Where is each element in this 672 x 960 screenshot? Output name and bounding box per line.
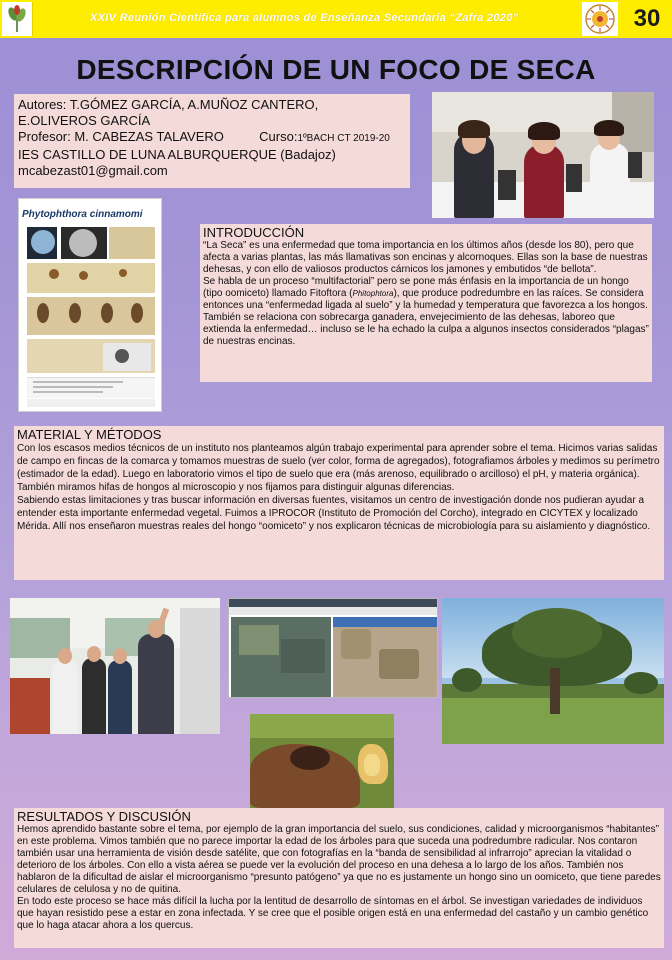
material-paragraph-3: Sabiendo estas limitaciones y tras buscar información en diversas fuentes, visitamos un centro de investigación donde nos pudieran ayudar a entender esta importante enfermedad vegetal. Fuimos a IPROCOR (Instituto de Promoción del Corcho), integrado en CICYTEX y localizado Mérida. Allí nos enseñaron muestras reales del hongo “oomiceto” y nos explicaron técnicas de microbiología para su aislamiento y diagnóstico. — [17, 495, 651, 532]
students-lab-photo — [432, 92, 654, 218]
header-bar — [0, 0, 672, 38]
poster-number: 30 — [633, 5, 661, 32]
authors-line-2: E.OLIVEROS GARCÍA — [18, 113, 151, 128]
figure-caption: Phytophthora cinnamomi — [22, 209, 143, 220]
material-paragraph-2: También miramos hifas de hongos al microscopio y nos fijamos para distinguir algunas diferencias. — [17, 482, 455, 493]
leaf-logo-icon — [2, 2, 33, 36]
school-line: IES CASTILLO DE LUNA ALBURQUERQUE (Badajoz) — [18, 147, 336, 162]
course-value: 1ºBACH CT 2019-20 — [297, 133, 390, 144]
professor-line — [18, 129, 406, 147]
results-title: RESULTADOS Y DISCUSIÓN — [17, 809, 191, 824]
email-line: mcabezast01@gmail.com — [18, 163, 168, 178]
results-paragraph-2: En todo este proceso se hace más difícil la lucha por la lentitud de desarrollo de síntomas en el árbol. Se investigan variedades de individuos que hayan resistido pese a estar en zona infectada. Y se cree que el posible origen está en una enfermedad del castaño y un cambio genético que lo haga atacar ahora a los quercus. — [17, 896, 649, 931]
satellite-map-screenshot — [228, 598, 438, 698]
material-section — [14, 426, 664, 580]
research-center-photo — [10, 598, 220, 734]
professor-name: Profesor: M. CABEZAS TALAVERO — [18, 129, 224, 144]
authors-line-1: Autores: T.GÓMEZ GARCÍA, A.MUÑOZ CANTERO, — [18, 97, 319, 112]
results-section — [14, 808, 664, 948]
conference-title: XXIV Reunión Científica para alumnos de Enseñanza Secundaria “Zafra 2020” — [90, 12, 519, 24]
oak-dehesa-photo — [442, 598, 664, 744]
material-paragraph-1: Con los escasos medios técnicos de un instituto nos planteamos algún trabajo experimental para aprender sobre el tema. Hicimos varias salidas de campo en fincas de la comarca y tomamos muestras de suelo (ver color, forma de agregados), fotografiamos árboles y medimos su perímetro (estimador de la edad). Luego en laboratorio vimos el tipo de suelo que era (más arenoso, equilibrado o arcilloso) el pH, y materia orgánica). — [17, 443, 660, 480]
course-label: Curso: — [259, 129, 298, 144]
page-title: DESCRIPCIÓN DE UN FOCO DE SECA — [76, 54, 596, 85]
intro-paragraph-1: “La Seca” es una enfermedad que toma importancia en los últimos años (desde los 80), pero que afecta a varias plantas, las más llamativas son encinas y alcornoques. Ellas son la base de nuestras dehesas, y con ello de valiosos productos cárnicos los jamones y embutidos “de bellota”. — [203, 240, 648, 275]
infected-root-photo — [250, 714, 394, 808]
material-title: MATERIAL Y MÉTODOS — [17, 427, 162, 442]
authors-box — [14, 94, 410, 188]
intro-paragraph-2: Se habla de un proceso “multifactorial” pero se pone más énfasis en la importancia de un hongo (tipo oomiceto) llamado Fitoftora (Phitophtora), que produce podredumbre en las raíces. Se considera entonces una “enfermedad ligada al suelo” y la humedad y temperatura que favorezca a los hongos. También se relaciona con sobrecarga ganadera, envejecimiento de las dehesas, laboreo que extienda la enfermedad… incluso se le ha echado la culpa a algunos insectos considerados “plagas” de nuestras encinas. — [203, 276, 649, 347]
intro-title: INTRODUCCIÓN — [203, 225, 305, 240]
results-paragraph-1: Hemos aprendido bastante sobre el tema, por ejemplo de la gran importancia del suelo, sus condiciones, calidad y microorganismos “habitantes” en este problema. Vimos también que no parece importar la edad de los árboles para que suceda una podredumbre radicular. Nos contaron también usar una herramienta de visión desde satélite, que con fotografías en la “banda de sensibilidad al infrarrojo” aprecian la vitalidad o deterioro de los árboles. Con ello a vista aérea se puede ver la evolución del proceso en una dehesa a lo largo de los años. También nos hablaron de la dificultad de aislar el microorganismo “presunto patógeno” ya que no es justamente un hongo sino un oomiceto, que tiene paredes celulares de celulosa y no de quitina. — [17, 824, 661, 895]
phytophthora-figure — [18, 198, 162, 412]
intro-section — [200, 224, 652, 382]
conference-seal-icon — [582, 2, 618, 36]
